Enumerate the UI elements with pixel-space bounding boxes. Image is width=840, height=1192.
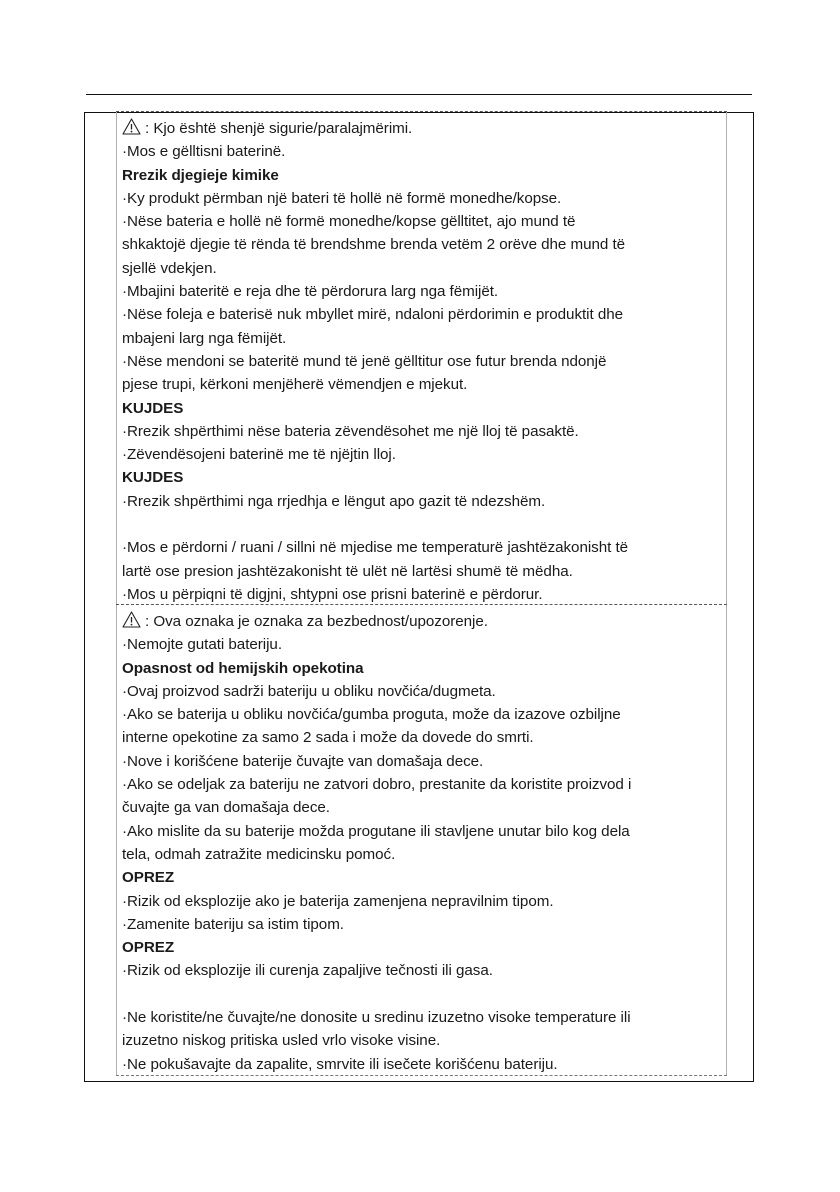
text-line: ·Mos u përpiqni të digjni, shtypni ose prisni baterinë e përdorur. — [122, 585, 543, 603]
section-heading: Opasnost od hemijskih opekotina — [122, 659, 364, 677]
text-line: ·Rizik od eksplozije ili curenja zapaljive tečnosti ili gasa. — [122, 962, 493, 980]
blank-line — [122, 983, 727, 1006]
text-line: ·Zamenite bateriju sa istim tipom. — [122, 915, 344, 933]
text-line: mbajeni larg nga fëmijët. — [122, 329, 287, 347]
text-line: lartë ose presion jashtëzakonisht të ulët në lartësi shumë të mëdha. — [122, 562, 573, 580]
text-line — [122, 117, 727, 140]
text-line: ·Mbajini bateritë e reja dhe të përdorura larg nga fëmijët. — [122, 283, 499, 301]
text-line: interne opekotine za samo 2 sada i može da dovede do smrti. — [122, 729, 534, 747]
text-line: ·Nemojte gutati bateriju. — [122, 636, 282, 654]
text-line: ·Ne koristite/ne čuvajte/ne donosite u sredinu izuzetno visoke temperature ili — [122, 1009, 631, 1027]
text-line: tela, odmah zatražite medicinsku pomoć. — [122, 845, 396, 863]
section-heading: KUJDES — [122, 469, 184, 487]
text-line — [122, 610, 727, 633]
text-line: sjellë vdekjen. — [122, 259, 217, 277]
warning-triangle-icon — [122, 611, 141, 628]
text-line: ·Ako se odeljak za bateriju ne zatvori dobro, prestanite da koristite proizvod i — [122, 776, 632, 794]
text-line: ·Ovaj proizvod sadrži bateriju u obliku novčića/dugmeta. — [122, 682, 496, 700]
section-serbian — [116, 604, 727, 1076]
warning-triangle-icon — [122, 118, 141, 135]
text-line: pjese trupi, kërkoni menjëherë vëmendjen e mjekut. — [122, 376, 468, 394]
section-heading: OPREZ — [122, 939, 175, 957]
text-line: ·Nëse foleja e baterisë nuk mbyllet mirë, ndaloni përdorimin e produktit dhe — [122, 306, 624, 324]
section-heading: OPREZ — [122, 869, 175, 887]
section-heading: Rrezik djegieje kimike — [122, 166, 279, 184]
text-line: ·Rrezik shpërthimi nga rrjedhja e lëngut apo gazit të ndezshëm. — [122, 492, 546, 510]
text-line: ·Nëse mendoni se bateritë mund të jenë gëlltitur ose futur brenda ndonjë — [122, 352, 607, 370]
text-line: ·Ky produkt përmban një bateri të hollë në formë monedhe/kopse. — [122, 189, 562, 207]
section-albanian — [116, 111, 727, 604]
text-line: shkaktojë djegie të rënda të brendshme brenda vetëm 2 orëve dhe mund të — [122, 236, 626, 254]
text-line: ·Mos e gëlltisni baterinë. — [122, 143, 286, 161]
text-line: čuvajte ga van domašaja dece. — [122, 799, 330, 817]
text-line: ·Ako mislite da su baterije možda progutane ili stavljene unutar bilo kog dela — [122, 822, 630, 840]
text-line: ·Nëse bateria e hollë në formë monedhe/kopse gëlltitet, ajo mund të — [122, 213, 576, 231]
section-heading: KUJDES — [122, 399, 184, 417]
warning-label-text: : Kjo është shenjë sigurie/paralajmërimi. — [145, 120, 413, 137]
warning-label-text: : Ova oznaka je oznaka za bezbednost/upozorenje. — [145, 613, 488, 630]
text-line: ·Ako se baterija u obliku novčića/gumba proguta, može da izazove ozbiljne — [122, 706, 621, 724]
text-line: ·Nove i korišćene baterije čuvajte van domašaja dece. — [122, 752, 484, 770]
text-line: ·Zëvendësojeni baterinë me të njëjtin lloj. — [122, 446, 396, 464]
text-line: ·Rizik od eksplozije ako je baterija zamenjena nepravilnim tipom. — [122, 892, 554, 910]
text-line: ·Ne pokušavajte da zapalite, smrvite ili isečete korišćenu bateriju. — [122, 1055, 558, 1073]
blank-line — [122, 513, 727, 536]
text-line: ·Mos e përdorni / ruani / sillni në mjedise me temperaturë jashtëzakonisht të — [122, 539, 629, 557]
text-line: izuzetno niskog pritiska usled vrlo visoke visine. — [122, 1032, 441, 1050]
header-rule — [86, 94, 752, 95]
text-line: ·Rrezik shpërthimi nëse bateria zëvendësohet me një lloj të pasaktë. — [122, 422, 579, 440]
